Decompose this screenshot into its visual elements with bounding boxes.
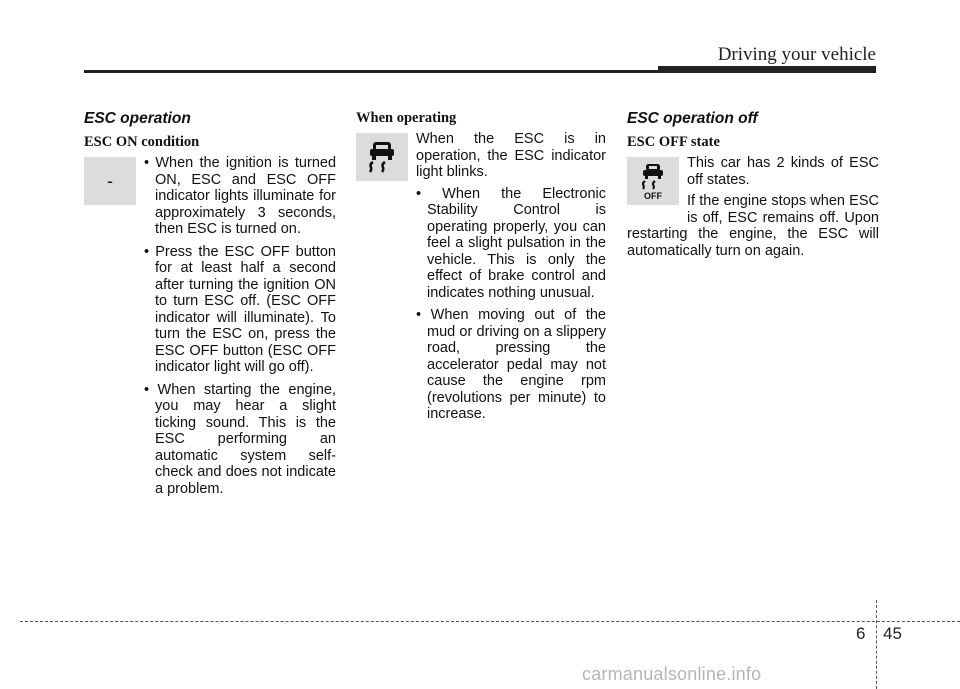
esc-off-indicator-icon-box bbox=[627, 157, 679, 205]
when-operating-intro: When the ESC is in operation, the ESC indicator light blinks. bbox=[416, 131, 606, 180]
list-item: • When moving out of the mud or driving on a slippery road, pressing the accelerator pedal may not cause the engine rpm (revolutions per minute) to increase. bbox=[416, 307, 606, 423]
esc-off-indicator-icon bbox=[633, 161, 673, 201]
page-number-divider bbox=[876, 600, 877, 689]
placeholder-dash: - bbox=[107, 170, 113, 191]
esc-off-icon-label: OFF bbox=[644, 191, 662, 201]
esc-off-paragraph: This car has 2 kinds of ESC off states. bbox=[687, 155, 879, 188]
chapter-number: 6 bbox=[856, 624, 866, 643]
footer-rule bbox=[20, 621, 960, 622]
list-item: • Press the ESC OFF button for at least half a second after turning the ignition ON to turn ESC off. (ESC OFF indicator will illuminate). To turn the ESC on, press the ESC OFF button (ESC OFF indicator light will go off). bbox=[144, 244, 336, 376]
subheading-when-operating: When operating bbox=[356, 110, 457, 126]
chapter-title: Driving your vehicle bbox=[717, 44, 876, 65]
esc-on-icon-placeholder bbox=[84, 157, 136, 205]
subheading-esc-on-condition: ESC ON condition bbox=[84, 134, 200, 150]
page-number: 45 bbox=[883, 624, 902, 643]
section-heading-esc-operation-off: ESC operation off bbox=[627, 110, 758, 127]
esc-off-paragraph: If the engine stops when ESC is off, ESC remains off. Upon restarting the engine, the ESC will automatically turn on again. bbox=[627, 193, 879, 259]
list-item: • When the ignition is turned ON, ESC and ESC OFF indicator lights illuminate for approximately 3 seconds, then ESC is turned on. bbox=[144, 155, 336, 238]
column-esc-operation-off bbox=[627, 110, 879, 264]
column-esc-operation bbox=[84, 110, 336, 503]
list-item: • When starting the engine, you may hear a slight ticking sound. This is the ESC performing an automatic system self-check and does not indicate a problem. bbox=[144, 382, 336, 498]
when-operating-bullet-list bbox=[416, 186, 606, 429]
column-when-operating bbox=[356, 110, 606, 429]
esc-indicator-icon-box bbox=[356, 133, 408, 181]
header-rule-accent bbox=[658, 66, 876, 73]
esc-on-bullet-list bbox=[144, 155, 336, 503]
subheading-esc-off-state: ESC OFF state bbox=[627, 134, 720, 150]
section-heading-esc-operation: ESC operation bbox=[84, 110, 191, 127]
watermark: carmanualsonline.info bbox=[582, 664, 762, 684]
esc-indicator-icon bbox=[364, 139, 400, 175]
list-item: • When the Electronic Stability Control is operating properly, you can feel a slight pulsation in the vehicle. This is only the effect of brake control and indicates nothing unusual. bbox=[416, 186, 606, 302]
